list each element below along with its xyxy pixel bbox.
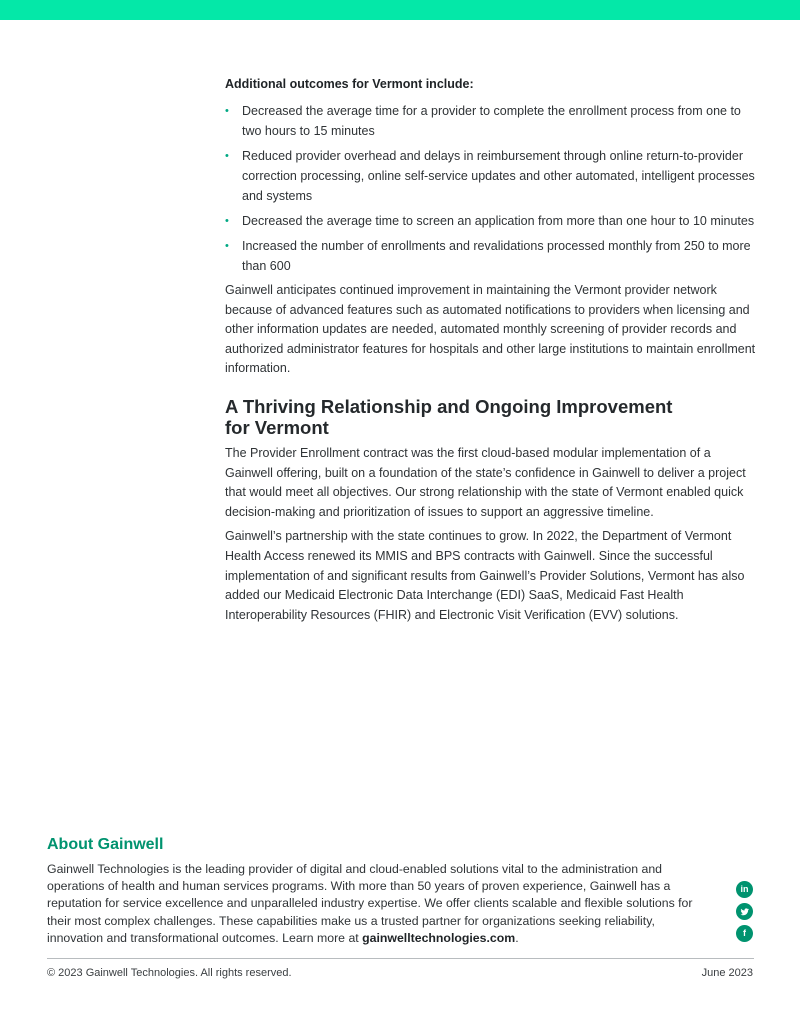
publication-date: June 2023 bbox=[701, 967, 753, 979]
copyright-text: © 2023 Gainwell Technologies. All rights reserved. bbox=[47, 967, 292, 979]
website-link[interactable]: gainwelltechnologies.com bbox=[362, 930, 516, 945]
section-heading: A Thriving Relationship and Ongoing Improvement for Vermont bbox=[225, 395, 673, 438]
twitter-icon[interactable] bbox=[736, 903, 753, 920]
list-item: • Decreased the average time to screen an application from more than one hour to 10 minutes bbox=[225, 211, 760, 231]
social-links bbox=[736, 881, 754, 947]
main-content bbox=[225, 75, 760, 630]
bullet-icon: • bbox=[225, 105, 229, 117]
linkedin-icon[interactable]: in bbox=[736, 881, 753, 898]
outcomes-list bbox=[225, 101, 760, 276]
about-section bbox=[47, 836, 707, 947]
bullet-icon: • bbox=[225, 150, 229, 162]
outcomes-intro: Additional outcomes for Vermont include: bbox=[225, 77, 474, 91]
outcomes-closing-paragraph: Gainwell anticipates continued improvement in maintaining the Vermont provider network because of advanced features such as automated notifications to providers when licensing and other information updates are needed, automated monthly screening of provider records and authorized administrator features for hospitals and other large institutions to maintain enrollment information. bbox=[225, 283, 756, 376]
section-paragraph: The Provider Enrollment contract was the first cloud-based modular implementation of a Gainwell offering, built on a foundation of the state’s confidence in Gainwell to deliver a project that would meet all objectives. Our strong relationship with the state of Vermont enabled quick decision-making and prioritization of issues to support an aggressive timeline. bbox=[225, 445, 746, 519]
footer-divider bbox=[47, 958, 754, 959]
about-title: About Gainwell bbox=[47, 836, 164, 853]
twitter-bird-glyph bbox=[736, 903, 753, 920]
bullet-icon: • bbox=[225, 215, 229, 227]
list-item: • Increased the number of enrollments and revalidations processed monthly from 250 to more than 600 bbox=[225, 236, 760, 276]
top-accent-bar bbox=[0, 0, 800, 20]
bullet-icon: • bbox=[225, 240, 229, 252]
list-item: • Decreased the average time for a provider to complete the enrollment process from one to two hours to 15 minutes bbox=[225, 101, 760, 141]
list-item: • Reduced provider overhead and delays in reimbursement through online return-to-provider correction processing, online self-service updates and other automated, intelligent processes and systems bbox=[225, 146, 760, 206]
facebook-icon[interactable]: f bbox=[736, 925, 753, 942]
section-paragraph: Gainwell’s partnership with the state continues to grow. In 2022, the Department of Vermont Health Access renewed its MMIS and BPS contracts with Gainwell. Since the successful implementation of and significant results from Gainwell’s Provider Solutions, Vermont has also added our Medicaid Electronic Data Interchange (EDI) SaaS, Medicaid Fast Health Interoperability Resources (FHIR) and Electronic Visit Verification (EVV) solutions. bbox=[225, 529, 745, 622]
about-text: Gainwell Technologies is the leading provider of digital and cloud-enabled solutions vital to the administration and operations of health and human services programs. With more than 50 years of proven experience, Gainwell has a reputation for service excellence and unparalleled industry expertise. We offer clients scalable and flexible solutions for their most complex challenges. These capabilities make us a trusted partner for organizations seeking reliability, innovation and transformational outcomes. Learn more at gainwelltechnologies.com. bbox=[47, 862, 693, 945]
